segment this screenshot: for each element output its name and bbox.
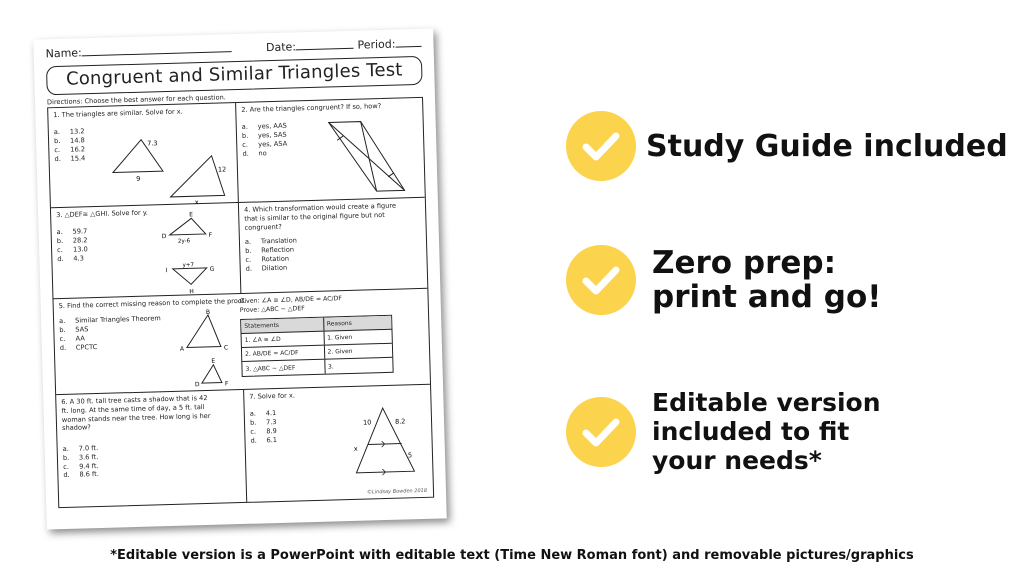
svg-text:B: B <box>205 309 211 317</box>
question-4-options: a. Translation b. Reflection c. Rotation d. Dilation <box>244 236 297 273</box>
question-5-options: a. Similar Triangles Theorem b. SAS c. AA d. CPCTC <box>58 314 161 352</box>
question-5-given: Given: ∠A ≅ ∠D, AB/DE = AC/DF Prove: △ABC ~ △DEF <box>239 295 343 314</box>
svg-text:10: 10 <box>362 418 372 428</box>
svg-text:G: G <box>209 266 215 274</box>
worksheet-directions: Directions: Choose the best answer for each question. <box>46 93 226 107</box>
question-6-options: a. 7.0 ft. b. 3.6 ft. c. 9.4 ft. d. 8.6 ft. <box>62 443 99 480</box>
question-7-text: 7. Solve for x. <box>249 391 296 402</box>
question-6-text: 6. A 30 ft. tall tree casts a shadow that is 42 ft. long. At the same time of day, a 5 ft. tall woman stands near the tree. How long is her shadow? <box>61 394 211 433</box>
svg-text:A: A <box>179 346 185 354</box>
proof-row: 3. △ABC ~ △DEF 3. <box>242 358 392 376</box>
question-7-triangle <box>343 401 425 479</box>
question-5 <box>54 289 431 394</box>
svg-text:2y-6: 2y-6 <box>177 238 191 246</box>
question-1-text: 1. The triangles are similar. Solve for x. <box>53 108 183 120</box>
question-2 <box>235 98 425 202</box>
question-1 <box>48 104 238 208</box>
svg-text:I: I <box>165 267 168 275</box>
svg-text:12: 12 <box>217 165 227 175</box>
svg-text:D: D <box>194 381 200 389</box>
svg-text:F: F <box>224 380 229 388</box>
svg-text:D: D <box>161 233 167 241</box>
question-2-bowtie-figure <box>325 116 419 197</box>
svg-text:y+7: y+7 <box>182 262 195 270</box>
svg-text:C: C <box>223 344 229 352</box>
question-7-options: a. 4.1 b. 7.3 c. 8.9 d. 6.1 <box>249 409 278 445</box>
check-circle-icon <box>566 245 636 315</box>
feature-text: Zero prep: print and go! <box>652 244 882 315</box>
question-4-text: 4. Which transformation would create a figure that is similar to the original figure but not congruent? <box>243 202 397 232</box>
worksheet-page <box>33 29 447 530</box>
question-1-triangles <box>107 126 234 207</box>
svg-text:E: E <box>189 211 194 219</box>
proof-table: Statements Reasons 1. ∠A ≅ ∠D 1. Given 2. AB/DE = AC/DF 2. Given 3. △ABC ~ △DEF 3. <box>240 315 394 377</box>
check-circle-icon <box>566 111 636 181</box>
svg-text:H: H <box>189 288 194 296</box>
question-3 <box>51 204 240 299</box>
question-2-text: 2. Are the triangles congruent? If so, how? <box>241 102 382 115</box>
question-grid <box>47 97 434 508</box>
svg-text:F: F <box>208 232 213 240</box>
svg-text:E: E <box>211 358 216 366</box>
question-5-triangles <box>178 307 238 393</box>
worksheet-credit: ©Lindsay Bowden 2018 <box>366 488 428 496</box>
feature-study-guide <box>566 111 1008 181</box>
proof-row: 2. AB/DE = AC/DF 2. Given <box>242 344 392 362</box>
question-5-text: 5. Find the correct missing reason to complete the proof. <box>58 297 246 311</box>
question-3-triangles <box>155 208 237 296</box>
footnote: *Editable version is a PowerPoint with editable text (Time New Roman font) and removable pictures/graphics <box>110 548 914 563</box>
period-label: Period: <box>357 37 396 52</box>
question-6 <box>56 390 246 507</box>
date-label: Date: <box>265 40 297 55</box>
feature-text: Editable version included to fit your needs* <box>652 388 881 475</box>
question-2-options: a. yes, AAS b. yes, SAS c. yes, ASA d. no <box>241 121 288 158</box>
proof-row: 1. ∠A ≅ ∠D 1. Given <box>242 330 392 348</box>
question-3-options: a. 59.7 b. 28.2 c. 13.0 d. 4.3 <box>56 227 88 263</box>
svg-text:5: 5 <box>407 451 413 460</box>
feature-zero-prep <box>566 245 881 315</box>
svg-text:x: x <box>194 198 199 207</box>
question-1-options: a. 13.2 b. 14.8 c. 16.2 d. 15.4 <box>53 127 86 163</box>
check-circle-icon <box>566 397 636 467</box>
name-label: Name: <box>45 46 82 61</box>
feature-editable-version <box>566 388 881 475</box>
svg-text:9: 9 <box>136 175 141 184</box>
worksheet-preview <box>33 29 447 530</box>
question-7 <box>243 385 433 502</box>
svg-text:x: x <box>353 445 358 454</box>
question-4 <box>238 198 427 293</box>
svg-text:7.3: 7.3 <box>147 139 158 149</box>
svg-text:8.2: 8.2 <box>394 417 406 427</box>
worksheet-title: Congruent and Similar Triangles Test <box>46 56 423 96</box>
question-3-text: 3. △DEF≅ △GHI. Solve for y. <box>56 209 148 220</box>
feature-text: Study Guide included <box>646 128 1008 164</box>
